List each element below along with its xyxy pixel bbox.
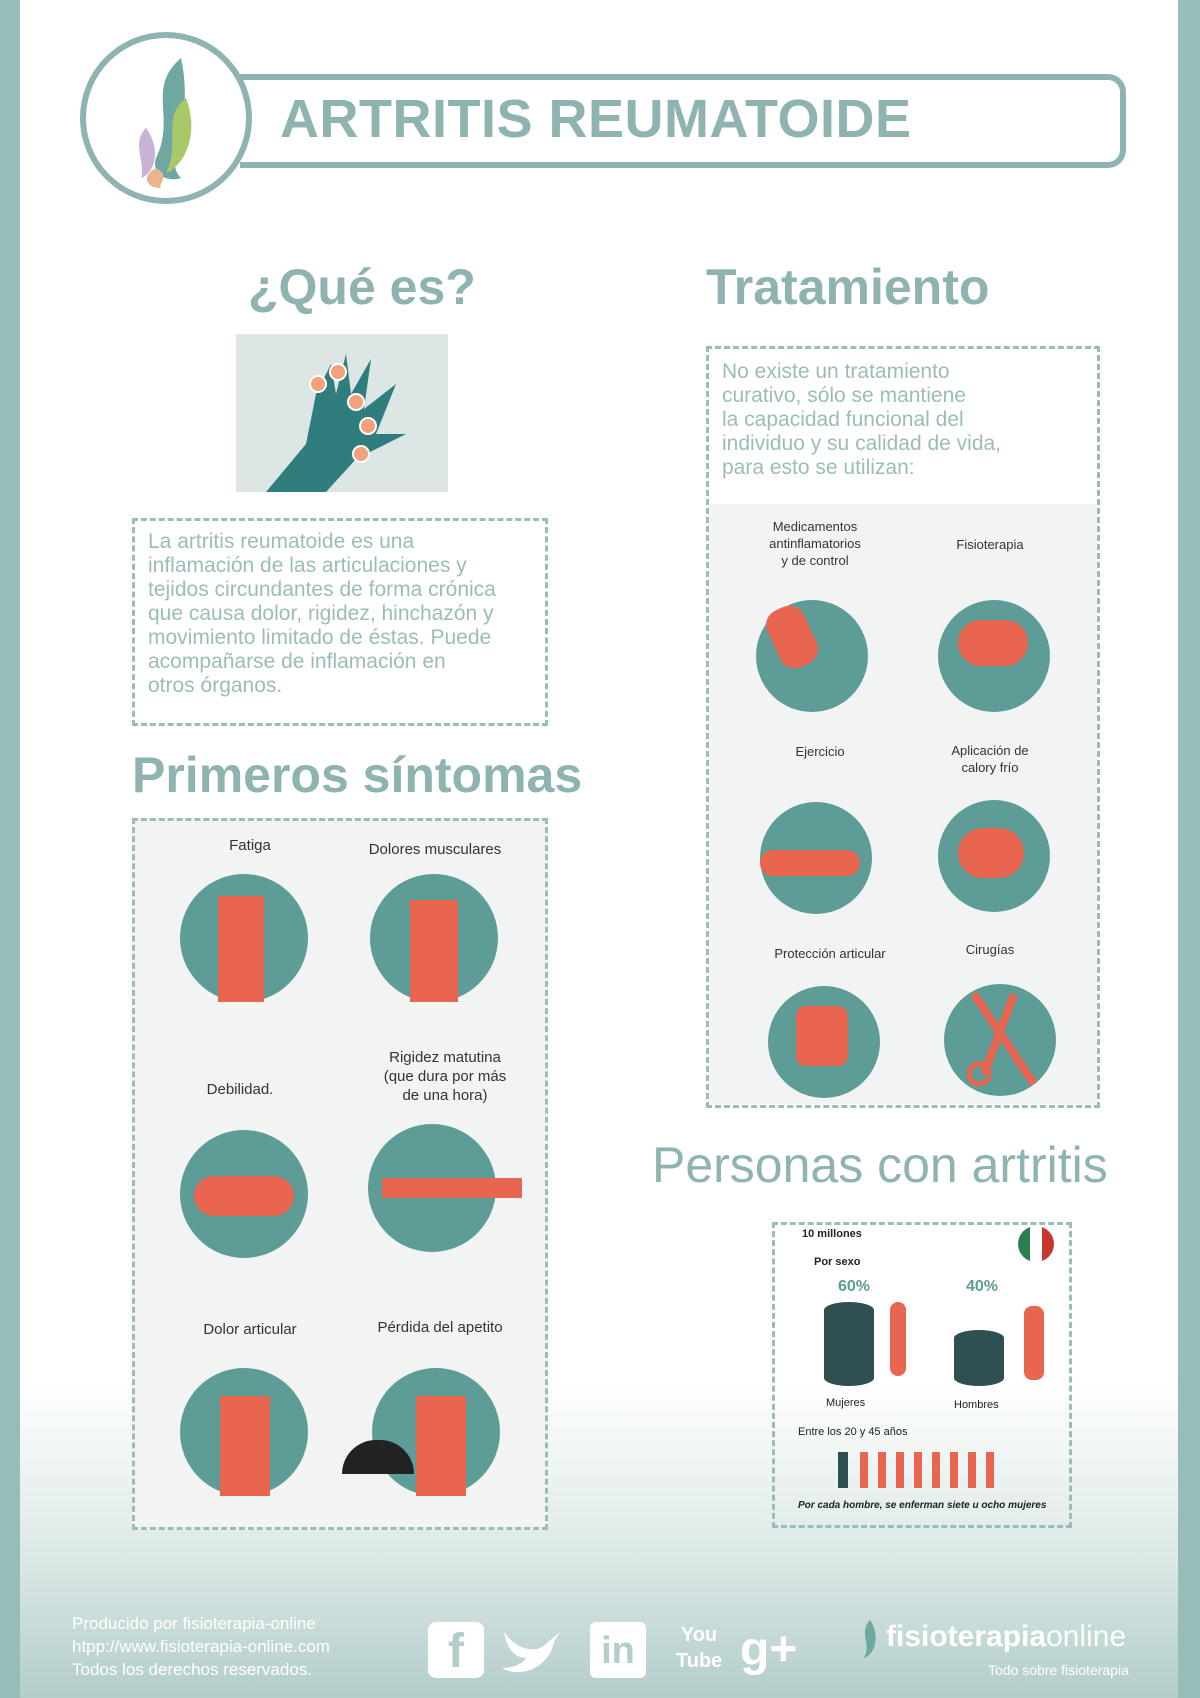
inflamed-hand-icon	[236, 334, 448, 492]
brand-tagline: Todo sobre fisioterapia	[988, 1662, 1129, 1678]
facebook-icon[interactable]: f	[428, 1622, 484, 1678]
tratamiento-label: Ejercicio	[795, 744, 845, 759]
mexico-flag-icon	[1018, 1226, 1054, 1262]
tratamiento-heading: Tratamiento	[706, 259, 990, 315]
hombres-cylinder	[954, 1330, 1004, 1386]
sintoma-label: Dolores musculares	[368, 841, 502, 858]
googleplus-icon[interactable]: g+	[740, 1623, 798, 1676]
que-es-text	[148, 530, 496, 698]
tratamiento-label: Protección articular	[774, 946, 886, 961]
flame-logo-icon	[86, 38, 246, 198]
mujeres-cylinder	[824, 1302, 874, 1386]
surgery-scissors-icon	[944, 984, 1056, 1096]
woman-icon	[968, 1452, 976, 1488]
hand-image	[236, 334, 448, 492]
man-figure-icon	[1024, 1306, 1044, 1380]
tratamiento-label: Medicamentos antinflamatorios y de control	[769, 519, 861, 568]
sintoma-label: Debilidad.	[206, 1081, 274, 1098]
joint-pain-icon	[180, 1368, 308, 1496]
joint-protection-icon	[768, 986, 880, 1098]
bird-icon	[498, 1622, 564, 1678]
text-line: tejidos circundantes de forma crónica	[148, 578, 496, 601]
woman-icon	[860, 1452, 868, 1488]
text-line: para esto se utilizan:	[722, 456, 915, 479]
linkedin-icon[interactable]: in	[590, 1622, 646, 1678]
hombres-label: Hombres	[954, 1399, 999, 1411]
mujeres-pct: 60%	[838, 1278, 871, 1295]
exercise-icon	[760, 802, 872, 914]
text-line: movimiento limitado de éstas. Puede	[148, 626, 492, 649]
total-label: 10 millones	[802, 1228, 862, 1240]
text-line: que causa dolor, rigidez, hinchazón y	[148, 602, 494, 625]
woman-icon	[914, 1452, 922, 1488]
tratamiento-label: Fisioterapia	[956, 537, 1024, 552]
physiotherapy-icon	[938, 600, 1050, 712]
tratamiento-label: Cirugías	[965, 942, 1015, 957]
por-sexo-label: Por sexo	[814, 1256, 861, 1268]
woman-figure-icon	[890, 1302, 906, 1376]
woman-icon	[896, 1452, 904, 1488]
morning-stiffness-icon	[368, 1124, 496, 1252]
woman-icon	[878, 1452, 886, 1488]
sintoma-label: Rigidez matutina (que dura por más de una hora)	[383, 1049, 507, 1104]
twitter-icon[interactable]	[498, 1622, 564, 1678]
sintoma-label: Fatiga	[229, 837, 271, 854]
sintomas-heading: Primeros síntomas	[132, 747, 583, 803]
scissors-icon	[944, 984, 1056, 1096]
tratamiento-label: Aplicación de calory frío	[951, 743, 1029, 775]
medication-icon	[756, 600, 868, 712]
page-title: ARTRITIS REUMATOIDE	[280, 89, 912, 149]
logo-circle	[80, 32, 252, 204]
footer-line: Todos los derechos reservados.	[72, 1660, 313, 1679]
text-line: la capacidad funcional del	[722, 408, 964, 431]
text-line: No existe un tratamiento	[722, 360, 950, 383]
footer-credits	[72, 1612, 330, 1681]
infographic-page	[20, 0, 1178, 1698]
footer-link[interactable]: htpp://www.fisioterapia-online.com	[72, 1637, 330, 1656]
youtube-icon[interactable]: You Tube	[676, 1624, 723, 1672]
text-line: otros órganos.	[148, 674, 283, 697]
woman-icon	[950, 1452, 958, 1488]
que-es-heading: ¿Qué es?	[248, 259, 476, 315]
text-line: curativo, sólo se mantiene	[722, 384, 966, 407]
people-ratio-icons	[838, 1452, 998, 1488]
hot-cold-icon	[938, 800, 1050, 912]
ratio-note: Por cada hombre, se enferman siete u ocho mujeres	[798, 1500, 1047, 1511]
text-line: La artritis reumatoide es una	[148, 530, 415, 553]
tratamiento-text	[722, 360, 1001, 480]
weakness-icon	[180, 1130, 308, 1258]
brand-flame-icon	[858, 1620, 880, 1660]
text-line: individuo y su calidad de vida,	[722, 432, 1002, 455]
brand-name	[886, 1620, 1126, 1654]
man-icon	[838, 1452, 848, 1488]
footer-line: Producido por fisioterapia-online	[72, 1614, 316, 1633]
mujeres-label: Mujeres	[826, 1397, 866, 1409]
sintoma-label: Pérdida del apetito	[377, 1319, 503, 1336]
text-line: acompañarse de inflamación en	[148, 650, 446, 673]
muscle-pain-icon	[370, 874, 498, 1002]
fatiga-icon	[180, 874, 308, 1002]
edad-label: Entre los 20 y 45 años	[798, 1426, 908, 1438]
woman-icon	[986, 1452, 994, 1488]
hombres-pct: 40%	[966, 1278, 999, 1295]
brand-part-b: online	[1046, 1620, 1127, 1653]
appetite-loss-icon	[372, 1368, 500, 1496]
brand-part-a: fisioterapia	[886, 1620, 1047, 1653]
sintoma-label: Dolor articular	[203, 1321, 297, 1338]
personas-heading: Personas con artritis	[652, 1137, 1108, 1193]
text-line: inflamación de las articulaciones y	[148, 554, 467, 577]
woman-icon	[932, 1452, 940, 1488]
